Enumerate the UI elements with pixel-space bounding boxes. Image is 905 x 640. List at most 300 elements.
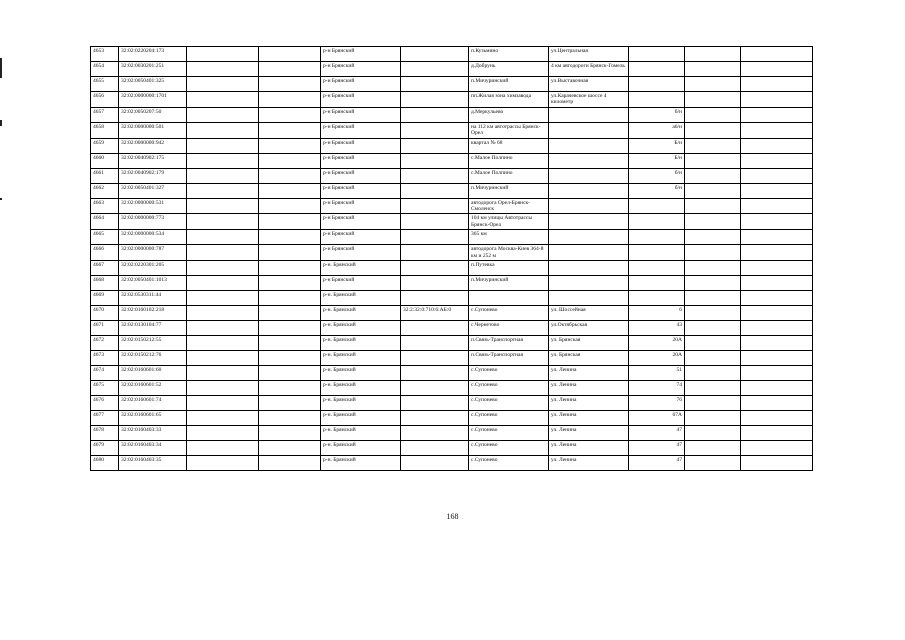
table-cell: [685, 47, 741, 62]
district-cell: р-н Брянский: [321, 245, 401, 261]
table-cell: [259, 381, 321, 396]
table-row: [91, 230, 813, 245]
table-cell: [187, 183, 259, 198]
house-number-cell: а6/н: [629, 122, 685, 138]
table-cell: [741, 366, 813, 381]
registry-table-body: [91, 47, 813, 471]
scan-margin-mark: [0, 198, 2, 200]
settlement-cell: п.Связь-Транспортная: [469, 336, 549, 351]
table-cell: [741, 396, 813, 411]
table-cell: [187, 214, 259, 230]
settlement-cell: с.Супонево: [469, 306, 549, 321]
table-cell: [259, 214, 321, 230]
street-cell: [549, 153, 629, 168]
table-cell: [259, 47, 321, 62]
table-cell: [259, 306, 321, 321]
house-number-cell: [629, 245, 685, 261]
table-cell: [187, 336, 259, 351]
table-cell: [685, 276, 741, 291]
cadastral-number-cell: 32:02:0150212:55: [119, 336, 187, 351]
table-cell: [741, 426, 813, 441]
table-cell: [685, 153, 741, 168]
street-cell: ул. Брянская: [549, 336, 629, 351]
cadastral-number-cell: 32:02:0000000:1701: [119, 92, 187, 108]
district-cell: р-н. Брянский: [321, 441, 401, 456]
settlement-cell: с.Супонево: [469, 456, 549, 471]
house-number-cell: б/н: [629, 107, 685, 122]
table-cell: [187, 366, 259, 381]
table-cell: [187, 351, 259, 366]
table-cell: [685, 366, 741, 381]
district-cell: р-н. Брянский: [321, 321, 401, 336]
scan-margin-mark: [0, 58, 2, 78]
cadastral-number-cell: 32:02:0050401:325: [119, 77, 187, 92]
row-number-cell: 4657: [91, 107, 119, 122]
table-cell: [741, 214, 813, 230]
district-cell: р-н. Брянский: [321, 411, 401, 426]
street-cell: ул. Ленина: [549, 381, 629, 396]
inventory-number-cell: [401, 396, 469, 411]
cadastral-number-cell: 32:02:0160403:34: [119, 441, 187, 456]
table-row: [91, 291, 813, 306]
cadastral-number-cell: 32:02:0030201:251: [119, 62, 187, 77]
district-cell: р-н. Брянский: [321, 456, 401, 471]
table-cell: [685, 62, 741, 77]
settlement-cell: 365 км: [469, 230, 549, 245]
table-cell: [187, 261, 259, 276]
house-number-cell: 47: [629, 426, 685, 441]
street-cell: [549, 291, 629, 306]
page-number: 168: [446, 512, 459, 521]
table-cell: [685, 230, 741, 245]
district-cell: р-н. Брянский: [321, 291, 401, 306]
row-number-cell: 4656: [91, 92, 119, 108]
table-cell: [187, 291, 259, 306]
table-cell: [685, 381, 741, 396]
inventory-number-cell: [401, 153, 469, 168]
street-cell: ул. Брянская: [549, 351, 629, 366]
table-row: [91, 77, 813, 92]
table-cell: [259, 366, 321, 381]
table-cell: [187, 441, 259, 456]
table-cell: [259, 411, 321, 426]
table-row: [91, 411, 813, 426]
inventory-number-cell: [401, 77, 469, 92]
table-cell: [685, 351, 741, 366]
table-cell: [187, 153, 259, 168]
cadastral-number-cell: 32:02:0000000:787: [119, 245, 187, 261]
house-number-cell: 76: [629, 396, 685, 411]
inventory-number-cell: [401, 291, 469, 306]
table-row: [91, 426, 813, 441]
table-cell: [259, 230, 321, 245]
table-cell: [259, 138, 321, 153]
row-number-cell: 4665: [91, 230, 119, 245]
district-cell: р-н Брянский: [321, 77, 401, 92]
table-cell: [685, 168, 741, 183]
table-cell: [187, 47, 259, 62]
row-number-cell: 4669: [91, 291, 119, 306]
table-cell: [741, 245, 813, 261]
district-cell: р-н Брянский: [321, 122, 401, 138]
cadastral-number-cell: 32:02:0160601:52: [119, 381, 187, 396]
cadastral-number-cell: 32:02:0160403:33: [119, 426, 187, 441]
table-cell: [685, 183, 741, 198]
table-row: [91, 107, 813, 122]
table-cell: [741, 276, 813, 291]
table-row: [91, 92, 813, 108]
settlement-cell: с.Малое Полпино: [469, 153, 549, 168]
district-cell: р-н. Брянский: [321, 351, 401, 366]
street-cell: ул.Центральная: [549, 47, 629, 62]
street-cell: [549, 168, 629, 183]
table-cell: [685, 306, 741, 321]
house-number-cell: б/н: [629, 168, 685, 183]
table-cell: [741, 122, 813, 138]
table-row: [91, 214, 813, 230]
settlement-cell: с.Супонево: [469, 411, 549, 426]
settlement-cell: п.Связь-Транспортная: [469, 351, 549, 366]
inventory-number-cell: [401, 276, 469, 291]
table-row: [91, 441, 813, 456]
district-cell: р-н. Брянский: [321, 426, 401, 441]
table-cell: [259, 122, 321, 138]
row-number-cell: 4654: [91, 62, 119, 77]
settlement-cell: с.Чернетово: [469, 321, 549, 336]
table-row: [91, 381, 813, 396]
house-number-cell: 47: [629, 441, 685, 456]
table-cell: [741, 291, 813, 306]
table-cell: [187, 321, 259, 336]
table-cell: [259, 168, 321, 183]
row-number-cell: 4671: [91, 321, 119, 336]
registry-table: [90, 46, 813, 471]
settlement-cell: с.Супонево: [469, 426, 549, 441]
table-cell: [187, 62, 259, 77]
cadastral-number-cell: 32:02:0220204:173: [119, 47, 187, 62]
table-cell: [685, 214, 741, 230]
settlement-cell: д.Меркульево: [469, 107, 549, 122]
district-cell: р-н. Брянский: [321, 396, 401, 411]
table-cell: [259, 396, 321, 411]
row-number-cell: 4672: [91, 336, 119, 351]
cadastral-number-cell: 32:02:0220301:205: [119, 261, 187, 276]
row-number-cell: 4667: [91, 261, 119, 276]
settlement-cell: с.Супонево: [469, 381, 549, 396]
inventory-number-cell: [401, 92, 469, 108]
table-cell: [187, 381, 259, 396]
inventory-number-cell: [401, 336, 469, 351]
table-row: [91, 261, 813, 276]
settlement-cell: п.Мичуринский: [469, 276, 549, 291]
row-number-cell: 4660: [91, 153, 119, 168]
table-cell: [685, 107, 741, 122]
table-row: [91, 198, 813, 214]
house-number-cell: 43: [629, 321, 685, 336]
row-number-cell: 4655: [91, 77, 119, 92]
district-cell: р-н Брянский: [321, 153, 401, 168]
table-cell: [259, 198, 321, 214]
table-cell: [259, 245, 321, 261]
settlement-cell: [469, 291, 549, 306]
table-cell: [741, 456, 813, 471]
row-number-cell: 4661: [91, 168, 119, 183]
district-cell: р-н Брянский: [321, 214, 401, 230]
row-number-cell: 4670: [91, 306, 119, 321]
table-row: [91, 336, 813, 351]
table-cell: [259, 107, 321, 122]
table-cell: [685, 291, 741, 306]
cadastral-number-cell: 32:02:0050401:327: [119, 183, 187, 198]
table-cell: [187, 107, 259, 122]
inventory-number-cell: [401, 245, 469, 261]
street-cell: 4 км автодороги Брянск-Гомель: [549, 62, 629, 77]
table-cell: [259, 321, 321, 336]
table-row: [91, 62, 813, 77]
table-cell: [187, 456, 259, 471]
street-cell: ул.Октябрьская: [549, 321, 629, 336]
district-cell: р-н Брянский: [321, 138, 401, 153]
table-cell: [741, 198, 813, 214]
table-cell: [741, 230, 813, 245]
cadastral-number-cell: 32:02:0160601:60: [119, 366, 187, 381]
table-cell: [187, 426, 259, 441]
inventory-number-cell: [401, 351, 469, 366]
table-cell: [259, 336, 321, 351]
table-cell: [685, 426, 741, 441]
table-cell: [685, 92, 741, 108]
cadastral-number-cell: 32:02:0530311:44: [119, 291, 187, 306]
house-number-cell: [629, 198, 685, 214]
table-cell: [259, 183, 321, 198]
house-number-cell: [629, 214, 685, 230]
row-number-cell: 4679: [91, 441, 119, 456]
house-number-cell: [629, 230, 685, 245]
table-cell: [741, 261, 813, 276]
table-cell: [741, 47, 813, 62]
cadastral-number-cell: 32:02:0160601:65: [119, 411, 187, 426]
table-cell: [187, 77, 259, 92]
row-number-cell: 4664: [91, 214, 119, 230]
inventory-number-cell: [401, 230, 469, 245]
district-cell: р-н Брянский: [321, 47, 401, 62]
house-number-cell: Б/н: [629, 138, 685, 153]
inventory-number-cell: [401, 366, 469, 381]
district-cell: р-н. Брянский: [321, 261, 401, 276]
house-number-cell: 6: [629, 306, 685, 321]
settlement-cell: с.Супонево: [469, 441, 549, 456]
table-cell: [259, 77, 321, 92]
row-number-cell: 4659: [91, 138, 119, 153]
table-row: [91, 138, 813, 153]
table-cell: [259, 456, 321, 471]
cadastral-number-cell: 32:02:0000000:501: [119, 122, 187, 138]
house-number-cell: [629, 261, 685, 276]
table-cell: [187, 230, 259, 245]
cadastral-number-cell: 32:02:0040902:175: [119, 153, 187, 168]
table-cell: [741, 138, 813, 153]
table-cell: [259, 276, 321, 291]
table-row: [91, 122, 813, 138]
row-number-cell: 4658: [91, 122, 119, 138]
house-number-cell: 20А: [629, 336, 685, 351]
street-cell: [549, 122, 629, 138]
table-cell: [685, 198, 741, 214]
table-row: [91, 366, 813, 381]
district-cell: р-н Брянский: [321, 183, 401, 198]
table-row: [91, 321, 813, 336]
table-cell: [741, 336, 813, 351]
table-cell: [187, 138, 259, 153]
street-cell: ул. Ленина: [549, 366, 629, 381]
street-cell: ул. Ленина: [549, 441, 629, 456]
table-cell: [259, 291, 321, 306]
table-cell: [741, 351, 813, 366]
table-cell: [187, 411, 259, 426]
district-cell: р-н. Брянский: [321, 366, 401, 381]
settlement-cell: п.Путевка: [469, 261, 549, 276]
house-number-cell: 51: [629, 366, 685, 381]
table-cell: [187, 396, 259, 411]
settlement-cell: пп.Жилая зона химзавода: [469, 92, 549, 108]
row-number-cell: 4676: [91, 396, 119, 411]
inventory-number-cell: [401, 138, 469, 153]
settlement-cell: автодорога Орел-Брянск-Смоленск: [469, 198, 549, 214]
row-number-cell: 4662: [91, 183, 119, 198]
street-cell: [549, 261, 629, 276]
row-number-cell: 4675: [91, 381, 119, 396]
inventory-number-cell: [401, 183, 469, 198]
house-number-cell: [629, 77, 685, 92]
inventory-number-cell: [401, 62, 469, 77]
row-number-cell: 4668: [91, 276, 119, 291]
table-cell: [685, 245, 741, 261]
table-row: [91, 153, 813, 168]
house-number-cell: [629, 291, 685, 306]
street-cell: [549, 107, 629, 122]
cadastral-number-cell: 32:02:0000000:534: [119, 230, 187, 245]
settlement-cell: п.Кузьмино: [469, 47, 549, 62]
cadastral-number-cell: 32:02:0160403:35: [119, 456, 187, 471]
row-number-cell: 4666: [91, 245, 119, 261]
district-cell: р-н. Брянский: [321, 381, 401, 396]
row-number-cell: 4673: [91, 351, 119, 366]
house-number-cell: [629, 47, 685, 62]
table-row: [91, 47, 813, 62]
row-number-cell: 4677: [91, 411, 119, 426]
table-cell: [685, 321, 741, 336]
table-cell: [187, 168, 259, 183]
settlement-cell: п.Мичуринский: [469, 183, 549, 198]
row-number-cell: 4653: [91, 47, 119, 62]
house-number-cell: б/н: [629, 183, 685, 198]
table-cell: [259, 351, 321, 366]
cadastral-number-cell: 32:02:0130104:77: [119, 321, 187, 336]
table-cell: [685, 77, 741, 92]
table-cell: [685, 441, 741, 456]
table-cell: [685, 411, 741, 426]
district-cell: р-н Брянский: [321, 276, 401, 291]
district-cell: р-н Брянский: [321, 107, 401, 122]
house-number-cell: [629, 92, 685, 108]
row-number-cell: 4680: [91, 456, 119, 471]
settlement-cell: автодорога Москва-Киев 364-й км и 252 м: [469, 245, 549, 261]
cadastral-number-cell: 32:02:0000000:942: [119, 138, 187, 153]
house-number-cell: 67А: [629, 411, 685, 426]
table-cell: [187, 122, 259, 138]
table-cell: [741, 411, 813, 426]
table-cell: [187, 306, 259, 321]
cadastral-number-cell: 32:02:0000000:773: [119, 214, 187, 230]
street-cell: [549, 245, 629, 261]
inventory-number-cell: [401, 214, 469, 230]
settlement-cell: 104 км улицы Автотрассы Брянск-Орел: [469, 214, 549, 230]
table-row: [91, 456, 813, 471]
scan-margin-mark: [0, 120, 2, 126]
inventory-number-cell: [401, 426, 469, 441]
house-number-cell: 74: [629, 381, 685, 396]
table-cell: [259, 426, 321, 441]
table-cell: [741, 62, 813, 77]
street-cell: ул.Выставочная: [549, 77, 629, 92]
table-cell: [741, 92, 813, 108]
row-number-cell: 4678: [91, 426, 119, 441]
house-number-cell: 47: [629, 456, 685, 471]
district-cell: р-н Брянский: [321, 92, 401, 108]
table-cell: [259, 62, 321, 77]
street-cell: ул. Ленина: [549, 396, 629, 411]
table-row: [91, 306, 813, 321]
inventory-number-cell: [401, 47, 469, 62]
cadastral-number-cell: 32:02:0050207:50: [119, 107, 187, 122]
street-cell: [549, 214, 629, 230]
inventory-number-cell: [401, 107, 469, 122]
table-cell: [259, 153, 321, 168]
table-row: [91, 245, 813, 261]
street-cell: ул. Ленина: [549, 456, 629, 471]
table-cell: [741, 107, 813, 122]
cadastral-number-cell: 32:02:0160102:218: [119, 306, 187, 321]
inventory-number-cell: [401, 381, 469, 396]
house-number-cell: [629, 62, 685, 77]
table-row: [91, 183, 813, 198]
cadastral-number-cell: 32:02:0150212:76: [119, 351, 187, 366]
district-cell: р-н Брянский: [321, 230, 401, 245]
inventory-number-cell: [401, 411, 469, 426]
district-cell: р-н. Брянский: [321, 336, 401, 351]
table-cell: [259, 92, 321, 108]
house-number-cell: 20А: [629, 351, 685, 366]
street-cell: [549, 183, 629, 198]
table-cell: [187, 92, 259, 108]
district-cell: р-н Брянский: [321, 168, 401, 183]
table-cell: [187, 245, 259, 261]
table-cell: [685, 122, 741, 138]
table-cell: [685, 336, 741, 351]
table-cell: [259, 441, 321, 456]
cadastral-number-cell: 32:02:0050401:1013: [119, 276, 187, 291]
row-number-cell: 4674: [91, 366, 119, 381]
table-row: [91, 396, 813, 411]
district-cell: р-н Брянский: [321, 62, 401, 77]
house-number-cell: Б/н: [629, 153, 685, 168]
street-cell: [549, 230, 629, 245]
table-row: [91, 168, 813, 183]
table-cell: [741, 381, 813, 396]
table-row: [91, 351, 813, 366]
district-cell: р-н Брянский: [321, 198, 401, 214]
table-cell: [741, 77, 813, 92]
